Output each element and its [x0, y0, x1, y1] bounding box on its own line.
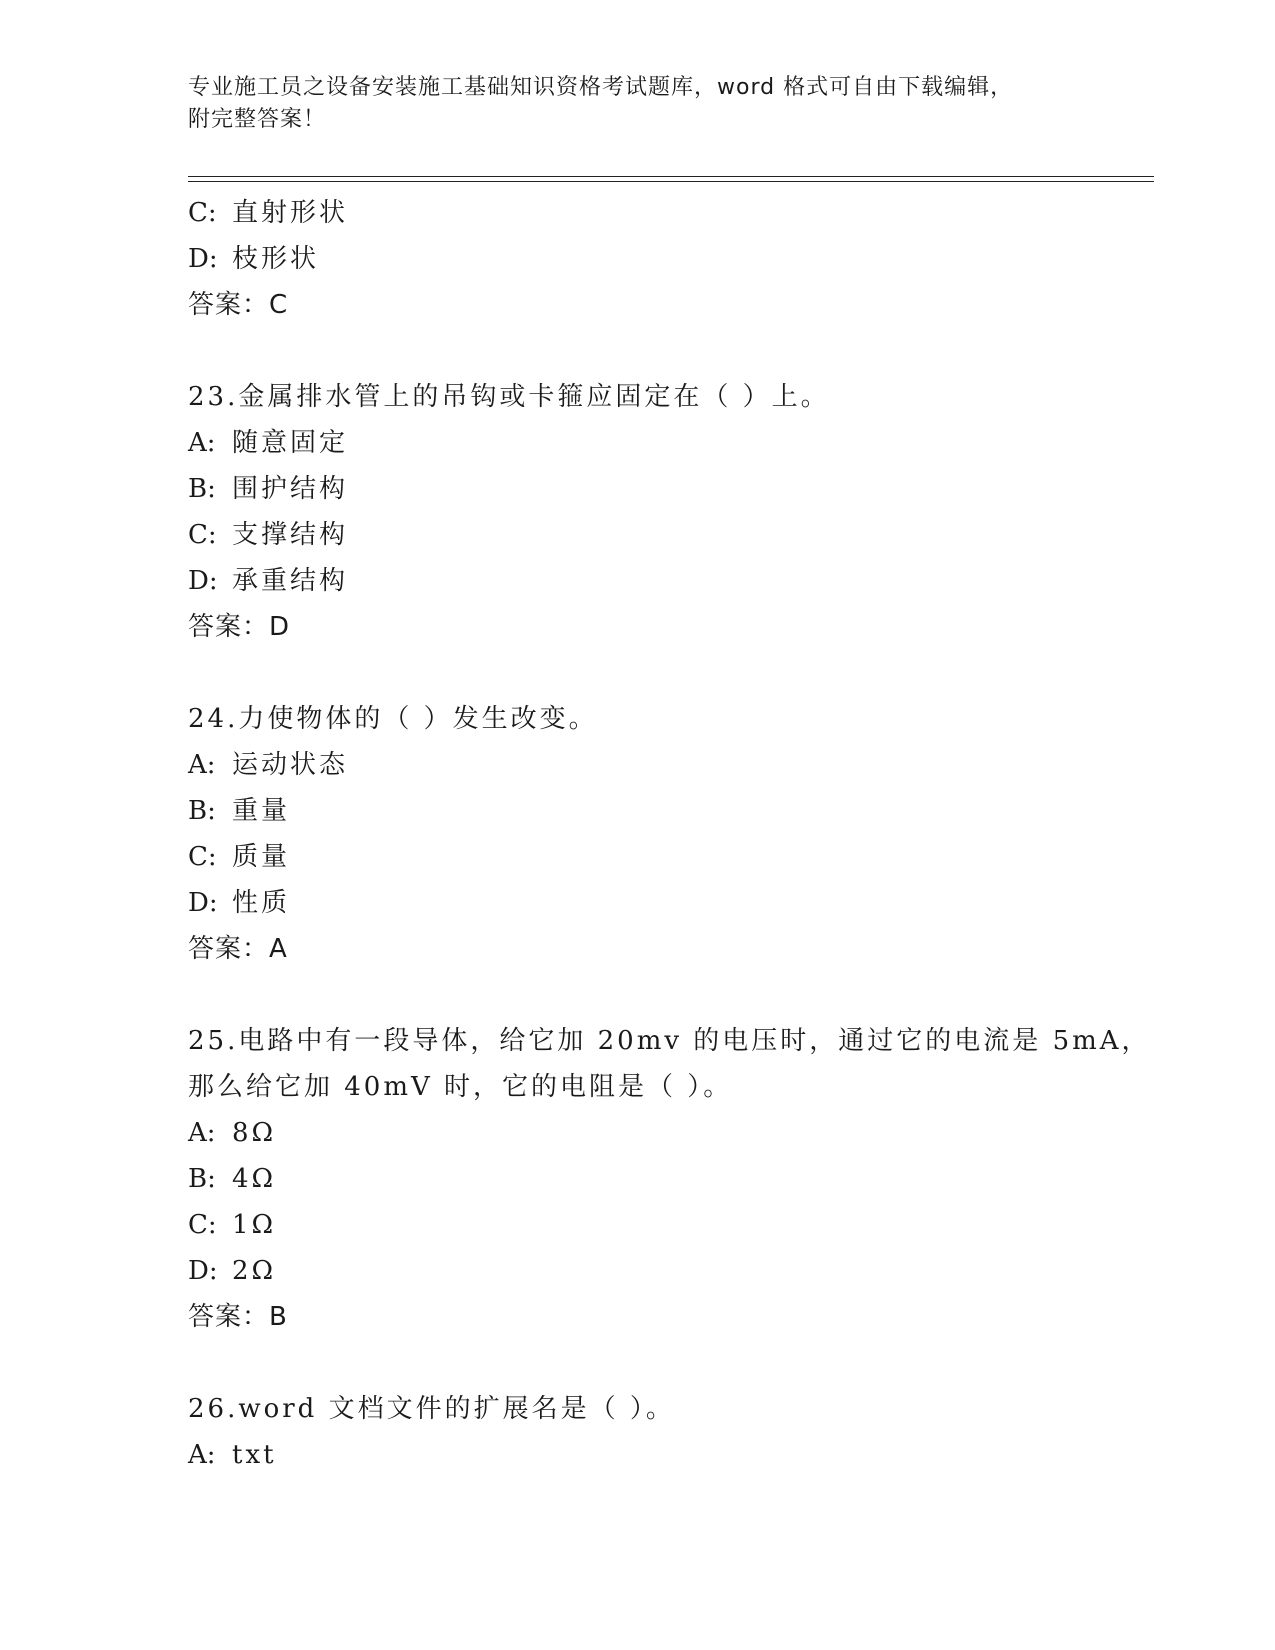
document-header — [188, 72, 1088, 136]
option-b — [188, 466, 1154, 512]
option-text: 2Ω — [232, 1256, 277, 1286]
option-c — [188, 834, 1154, 880]
option-text: 重量 — [232, 796, 291, 826]
option-b — [188, 1156, 1154, 1202]
question-stem-continued: 那么给它加 40mV 时，它的电阻是（ ）。 — [188, 1072, 733, 1102]
question-stem: 25.电路中有一段导体，给它加 20mv 的电压时，通过它的电流是 5mA， — [188, 1026, 1151, 1056]
option-label: A: — [188, 428, 216, 458]
option-text: 直射形状 — [232, 198, 349, 228]
answer-line: 答案：A — [188, 934, 288, 964]
option-b — [188, 788, 1154, 834]
option-d — [188, 558, 1154, 604]
option-text: txt — [232, 1440, 277, 1470]
header-rule-bottom — [188, 181, 1154, 182]
option-text: 4Ω — [232, 1164, 277, 1194]
option-label: C: — [188, 520, 217, 550]
option-text: 承重结构 — [232, 566, 349, 596]
answer-line: 答案：C — [188, 290, 289, 320]
option-label: B: — [188, 1164, 216, 1194]
option-label: C: — [188, 198, 217, 228]
option-text: 支撑结构 — [232, 520, 349, 550]
option-a — [188, 1110, 1154, 1156]
answer-line: 答案：B — [188, 1302, 288, 1332]
option-d — [188, 236, 1154, 282]
option-text: 运动状态 — [232, 750, 349, 780]
option-d — [188, 880, 1154, 926]
answer-line: 答案：D — [188, 612, 291, 642]
spacer — [188, 328, 1154, 374]
option-label: A: — [188, 1118, 216, 1148]
option-label: B: — [188, 796, 216, 826]
option-a — [188, 420, 1154, 466]
option-label: D: — [188, 566, 218, 596]
option-text: 质量 — [232, 842, 291, 872]
header-rule-top — [188, 176, 1154, 177]
option-a — [188, 742, 1154, 788]
option-label: A: — [188, 1440, 216, 1470]
spacer — [188, 1340, 1154, 1386]
option-c — [188, 512, 1154, 558]
question-stem: 23.金属排水管上的吊钩或卡箍应固定在（ ）上。 — [188, 382, 830, 412]
question-23 — [188, 374, 1154, 650]
question-24 — [188, 696, 1154, 972]
option-text: 8Ω — [232, 1118, 277, 1148]
option-label: D: — [188, 244, 218, 274]
question-stem: 24.力使物体的（ ）发生改变。 — [188, 704, 598, 734]
spacer — [188, 972, 1154, 1018]
question-26 — [188, 1386, 1154, 1478]
header-line-1: 专业施工员之设备安装施工基础知识资格考试题库，word 格式可自由下载编辑， — [188, 75, 1014, 100]
option-label: C: — [188, 1210, 217, 1240]
option-label: C: — [188, 842, 217, 872]
option-text: 枝形状 — [232, 244, 320, 274]
option-a — [188, 1432, 1154, 1478]
spacer — [188, 650, 1154, 696]
option-label: A: — [188, 750, 216, 780]
option-label: D: — [188, 1256, 218, 1286]
header-line-2: 附完整答案！ — [188, 107, 327, 132]
question-list — [188, 190, 1154, 1478]
option-c — [188, 190, 1154, 236]
option-c — [188, 1202, 1154, 1248]
option-d — [188, 1248, 1154, 1294]
option-text: 随意固定 — [232, 428, 349, 458]
prev-question — [188, 190, 1154, 328]
option-text: 围护结构 — [232, 474, 349, 504]
question-25 — [188, 1018, 1154, 1340]
option-text: 1Ω — [232, 1210, 277, 1240]
option-text: 性质 — [232, 888, 291, 918]
option-label: D: — [188, 888, 218, 918]
question-stem: 26.word 文档文件的扩展名是（ ）。 — [188, 1394, 675, 1424]
option-label: B: — [188, 474, 216, 504]
